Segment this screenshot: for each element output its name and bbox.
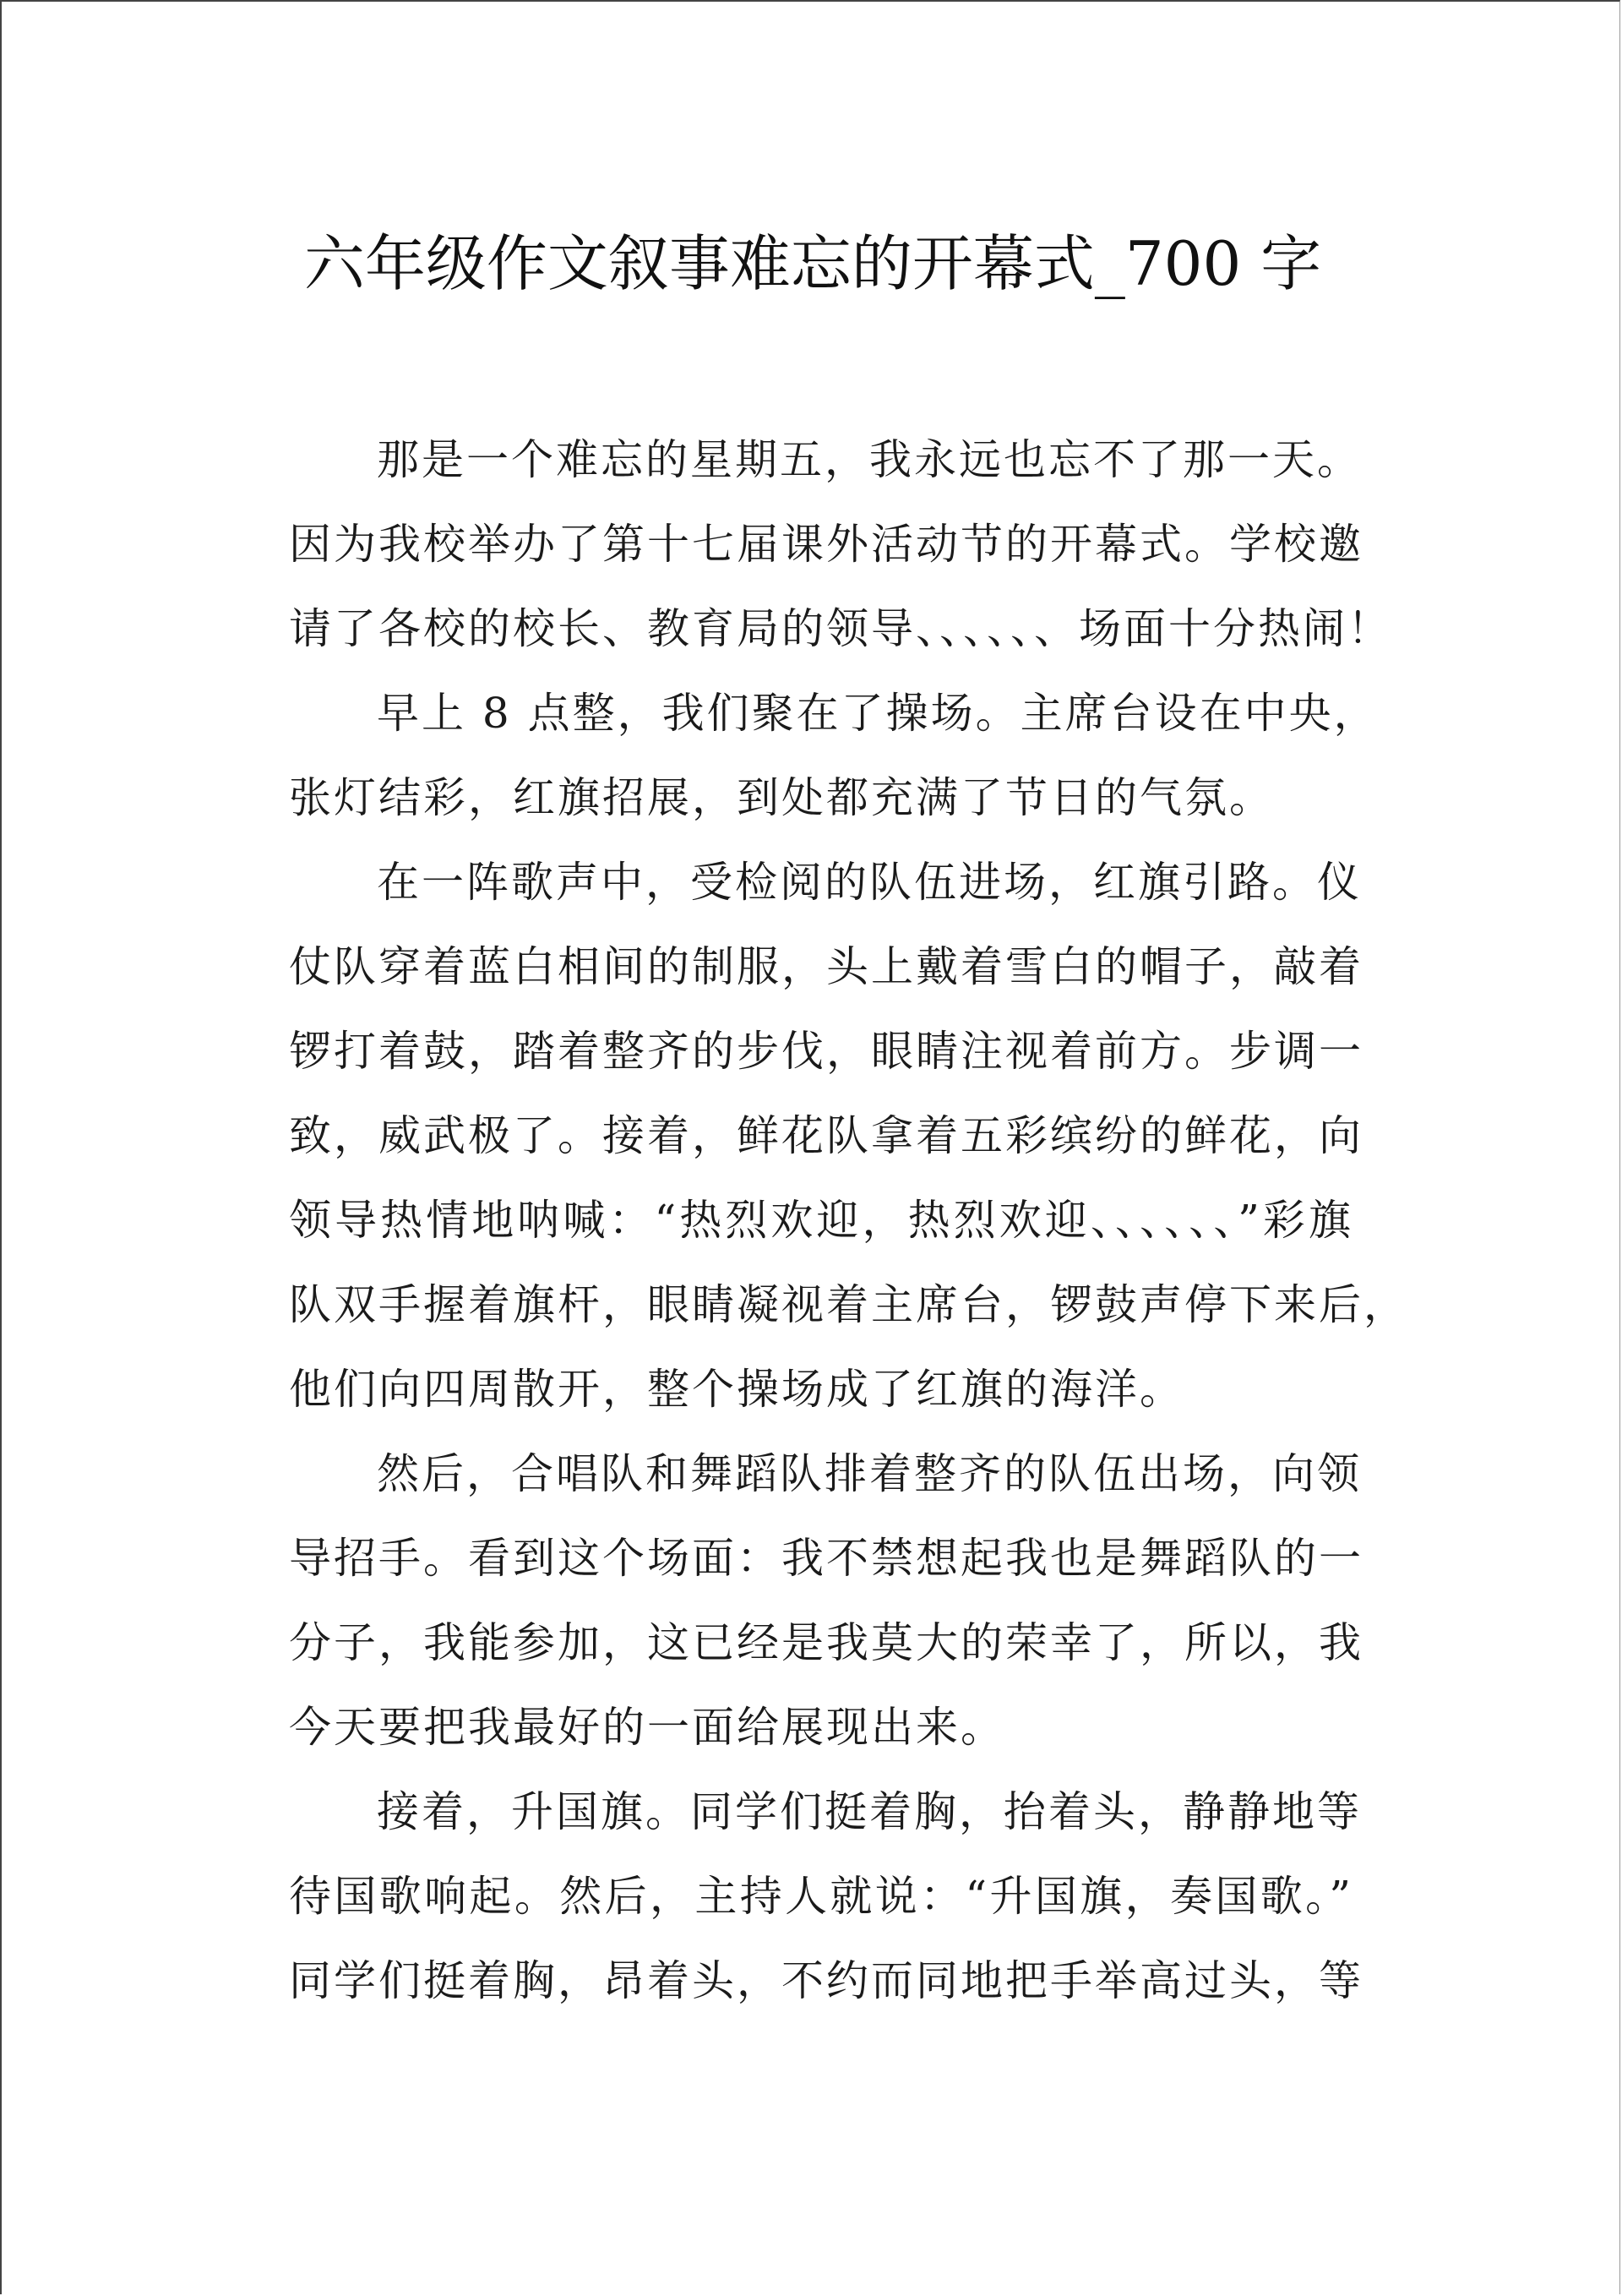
text-line: 然后，合唱队和舞蹈队排着整齐的队伍出场，向领 [377, 1449, 1362, 1498]
text-line: 请了各校的校长、教育局的领导、、、、、、场面十分热闹！ [289, 604, 1392, 653]
text-line: 待国歌响起。然后，主持人就说：“升国旗，奏国歌。” [289, 1872, 1353, 1921]
text-line: 分子，我能参加，这已经是我莫大的荣幸了，所以，我 [289, 1618, 1363, 1667]
text-line: 那是一个难忘的星期五，我永远也忘不了那一天。 [377, 435, 1362, 484]
text-line: 导招手。看到这个场面：我不禁想起我也是舞蹈队的一 [289, 1534, 1363, 1583]
document-body [289, 417, 1408, 2023]
text-line: 早上 8 点整，我们聚在了操场。主席台设在中央， [377, 689, 1379, 738]
text-line: 在一阵歌声中，受检阅的队伍进场，红旗引路。仪 [377, 858, 1362, 907]
document-title: 六年级作文叙事难忘的开幕式_700 字 [303, 228, 1322, 299]
text-line: 同学们挺着胸，昂着头，不约而同地把手举高过头，等 [289, 1956, 1363, 2005]
text-line: 今天要把我最好的一面给展现出来。 [289, 1703, 1005, 1752]
text-line: 队双手握着旗杆，眼睛凝视着主席台，锣鼓声停下来后， [289, 1280, 1408, 1329]
text-line: 领导热情地呐喊：“热烈欢迎，热烈欢迎、、、、、、”彩旗 [289, 1196, 1353, 1245]
text-line: 接着，升国旗。同学们挺着胸，抬着头，静静地等 [377, 1787, 1362, 1836]
text-line: 他们向四周散开，整个操场成了红旗的海洋。 [289, 1365, 1184, 1414]
text-line: 因为我校举办了第十七届课外活动节的开幕式。学校邀 [289, 520, 1363, 569]
text-line: 仗队穿着蓝白相间的制服，头上戴着雪白的帽子，敲着 [289, 942, 1363, 991]
text-line: 张灯结彩，红旗招展，到处都充满了节日的气氛。 [289, 773, 1274, 822]
text-line: 致，威武极了。接着，鲜花队拿着五彩缤纷的鲜花，向 [289, 1111, 1363, 1160]
text-line: 锣打着鼓，踏着整齐的步伐，眼睛注视着前方。步调一 [289, 1027, 1363, 1076]
